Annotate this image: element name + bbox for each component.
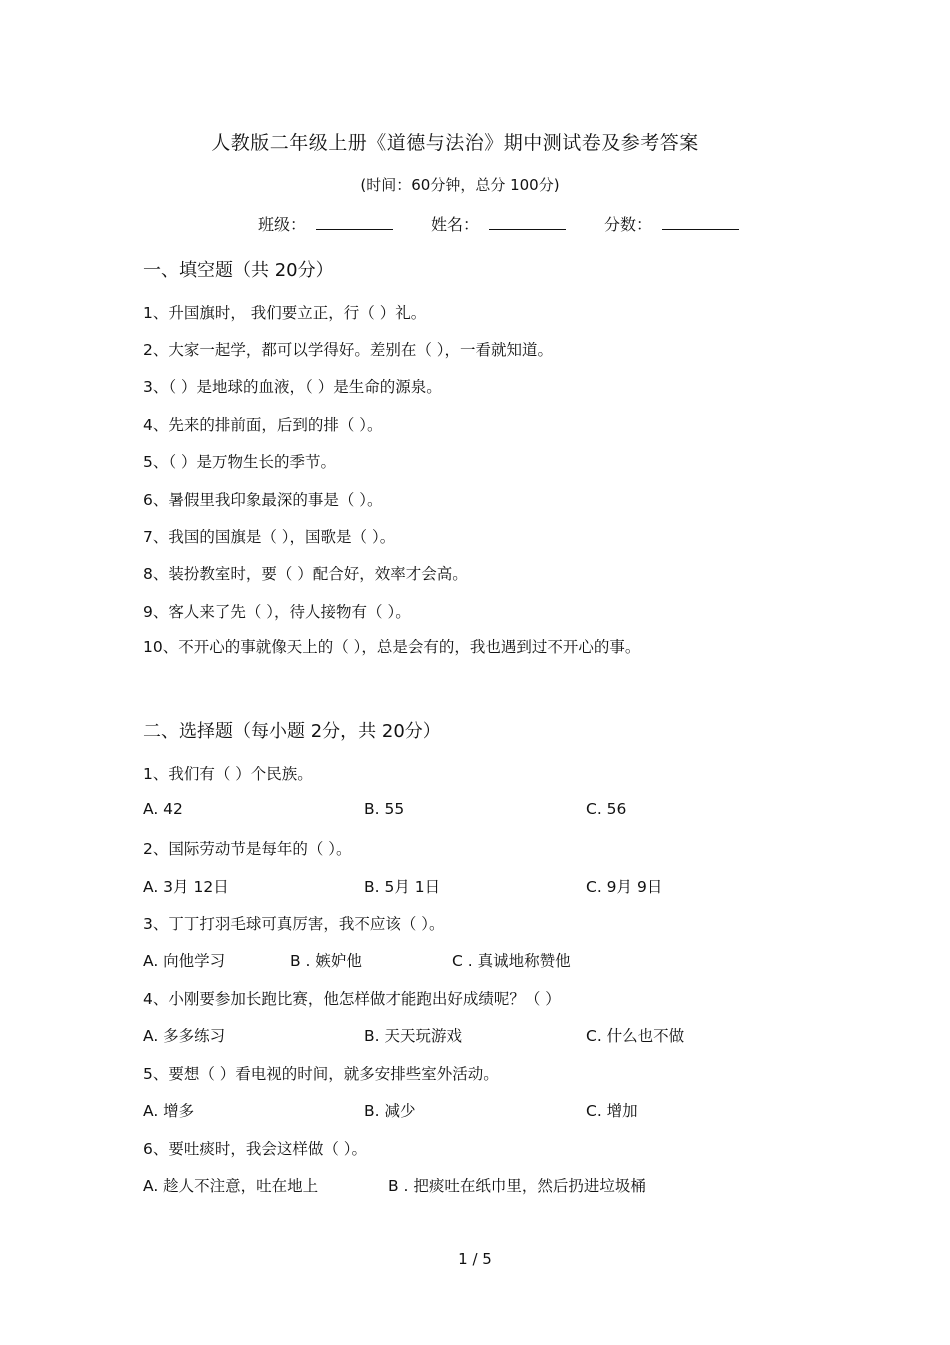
name-label: 姓名：	[431, 215, 480, 234]
choice-option: A. 趁人不注意，吐在地上	[143, 1177, 319, 1195]
fill-question: 10、不开心的事就像天上的（ ），总是会有的，我也遇到过不开心的事。	[143, 638, 641, 656]
choice-option: B. 55	[364, 800, 405, 818]
class-field	[258, 212, 393, 235]
choice-option: C. 什么也不做	[586, 1027, 685, 1045]
choice-option: C. 56	[586, 800, 627, 818]
fill-question: 8、装扮教室时，要（ ）配合好，效率才会高。	[143, 565, 468, 583]
choice-option: A. 3月 12日	[143, 878, 229, 896]
exam-title: 人教版二年级上册《道德与法治》期中测试卷及参考答案	[211, 132, 699, 154]
section2-heading: 二、选择题（每小题 2分，共 20分）	[143, 721, 441, 742]
score-field	[604, 212, 739, 235]
fill-question: 9、客人来了先（ ），待人接物有（ ）。	[143, 603, 411, 621]
choice-option: B. 减少	[364, 1102, 416, 1120]
fill-question: 5、（ ）是万物生长的季节。	[143, 453, 337, 471]
choice-question-stem: 1、我们有（ ）个民族。	[143, 765, 313, 783]
fill-question: 7、我国的国旗是（ ），国歌是（ ）。	[143, 528, 396, 546]
fill-question: 4、先来的排前面，后到的排（ ）。	[143, 416, 383, 434]
choice-question-stem: 6、要吐痰时，我会这样做（ ）。	[143, 1140, 368, 1158]
choice-option: B . 把痰吐在纸巾里，然后扔进垃圾桶	[388, 1177, 646, 1195]
choice-option: C. 增加	[586, 1102, 638, 1120]
choice-question-stem: 3、丁丁打羽毛球可真厉害，我不应该（ ）。	[143, 915, 445, 933]
exam-subtitle: (时间：60分钟，总分 100分)	[360, 176, 560, 194]
fill-question: 2、大家一起学，都可以学得好。差别在（ ），一看就知道。	[143, 341, 554, 359]
score-blank	[662, 215, 739, 230]
fill-question: 3、（ ）是地球的血液，（ ）是生命的源泉。	[143, 378, 442, 396]
choice-question-stem: 5、要想（ ）看电视的时间，就多安排些室外活动。	[143, 1065, 499, 1083]
choice-option: A. 向他学习	[143, 952, 226, 970]
name-field	[431, 212, 566, 235]
fill-question: 6、暑假里我印象最深的事是（ ）。	[143, 491, 383, 509]
fill-question: 1、升国旗时， 我们要立正，行（ ）礼。	[143, 304, 427, 322]
class-label: 班级：	[258, 215, 307, 234]
section1-heading: 一、填空题（共 20分）	[143, 260, 334, 281]
class-blank	[316, 215, 393, 230]
choice-option: B . 嫉妒他	[290, 952, 362, 970]
page-number: 1 / 5	[458, 1250, 492, 1268]
choice-option: C. 9月 9日	[586, 878, 663, 896]
choice-option: C . 真诚地称赞他	[452, 952, 571, 970]
score-label: 分数：	[604, 215, 653, 234]
choice-question-stem: 4、小刚要参加长跑比赛，他怎样做才能跑出好成绩呢？（ ）	[143, 990, 561, 1008]
choice-option: A. 多多练习	[143, 1027, 226, 1045]
name-blank	[489, 215, 566, 230]
choice-option: A. 42	[143, 800, 183, 818]
choice-question-stem: 2、国际劳动节是每年的（ ）。	[143, 840, 352, 858]
choice-option: B. 天天玩游戏	[364, 1027, 462, 1045]
choice-option: A. 增多	[143, 1102, 195, 1120]
choice-option: B. 5月 1日	[364, 878, 441, 896]
